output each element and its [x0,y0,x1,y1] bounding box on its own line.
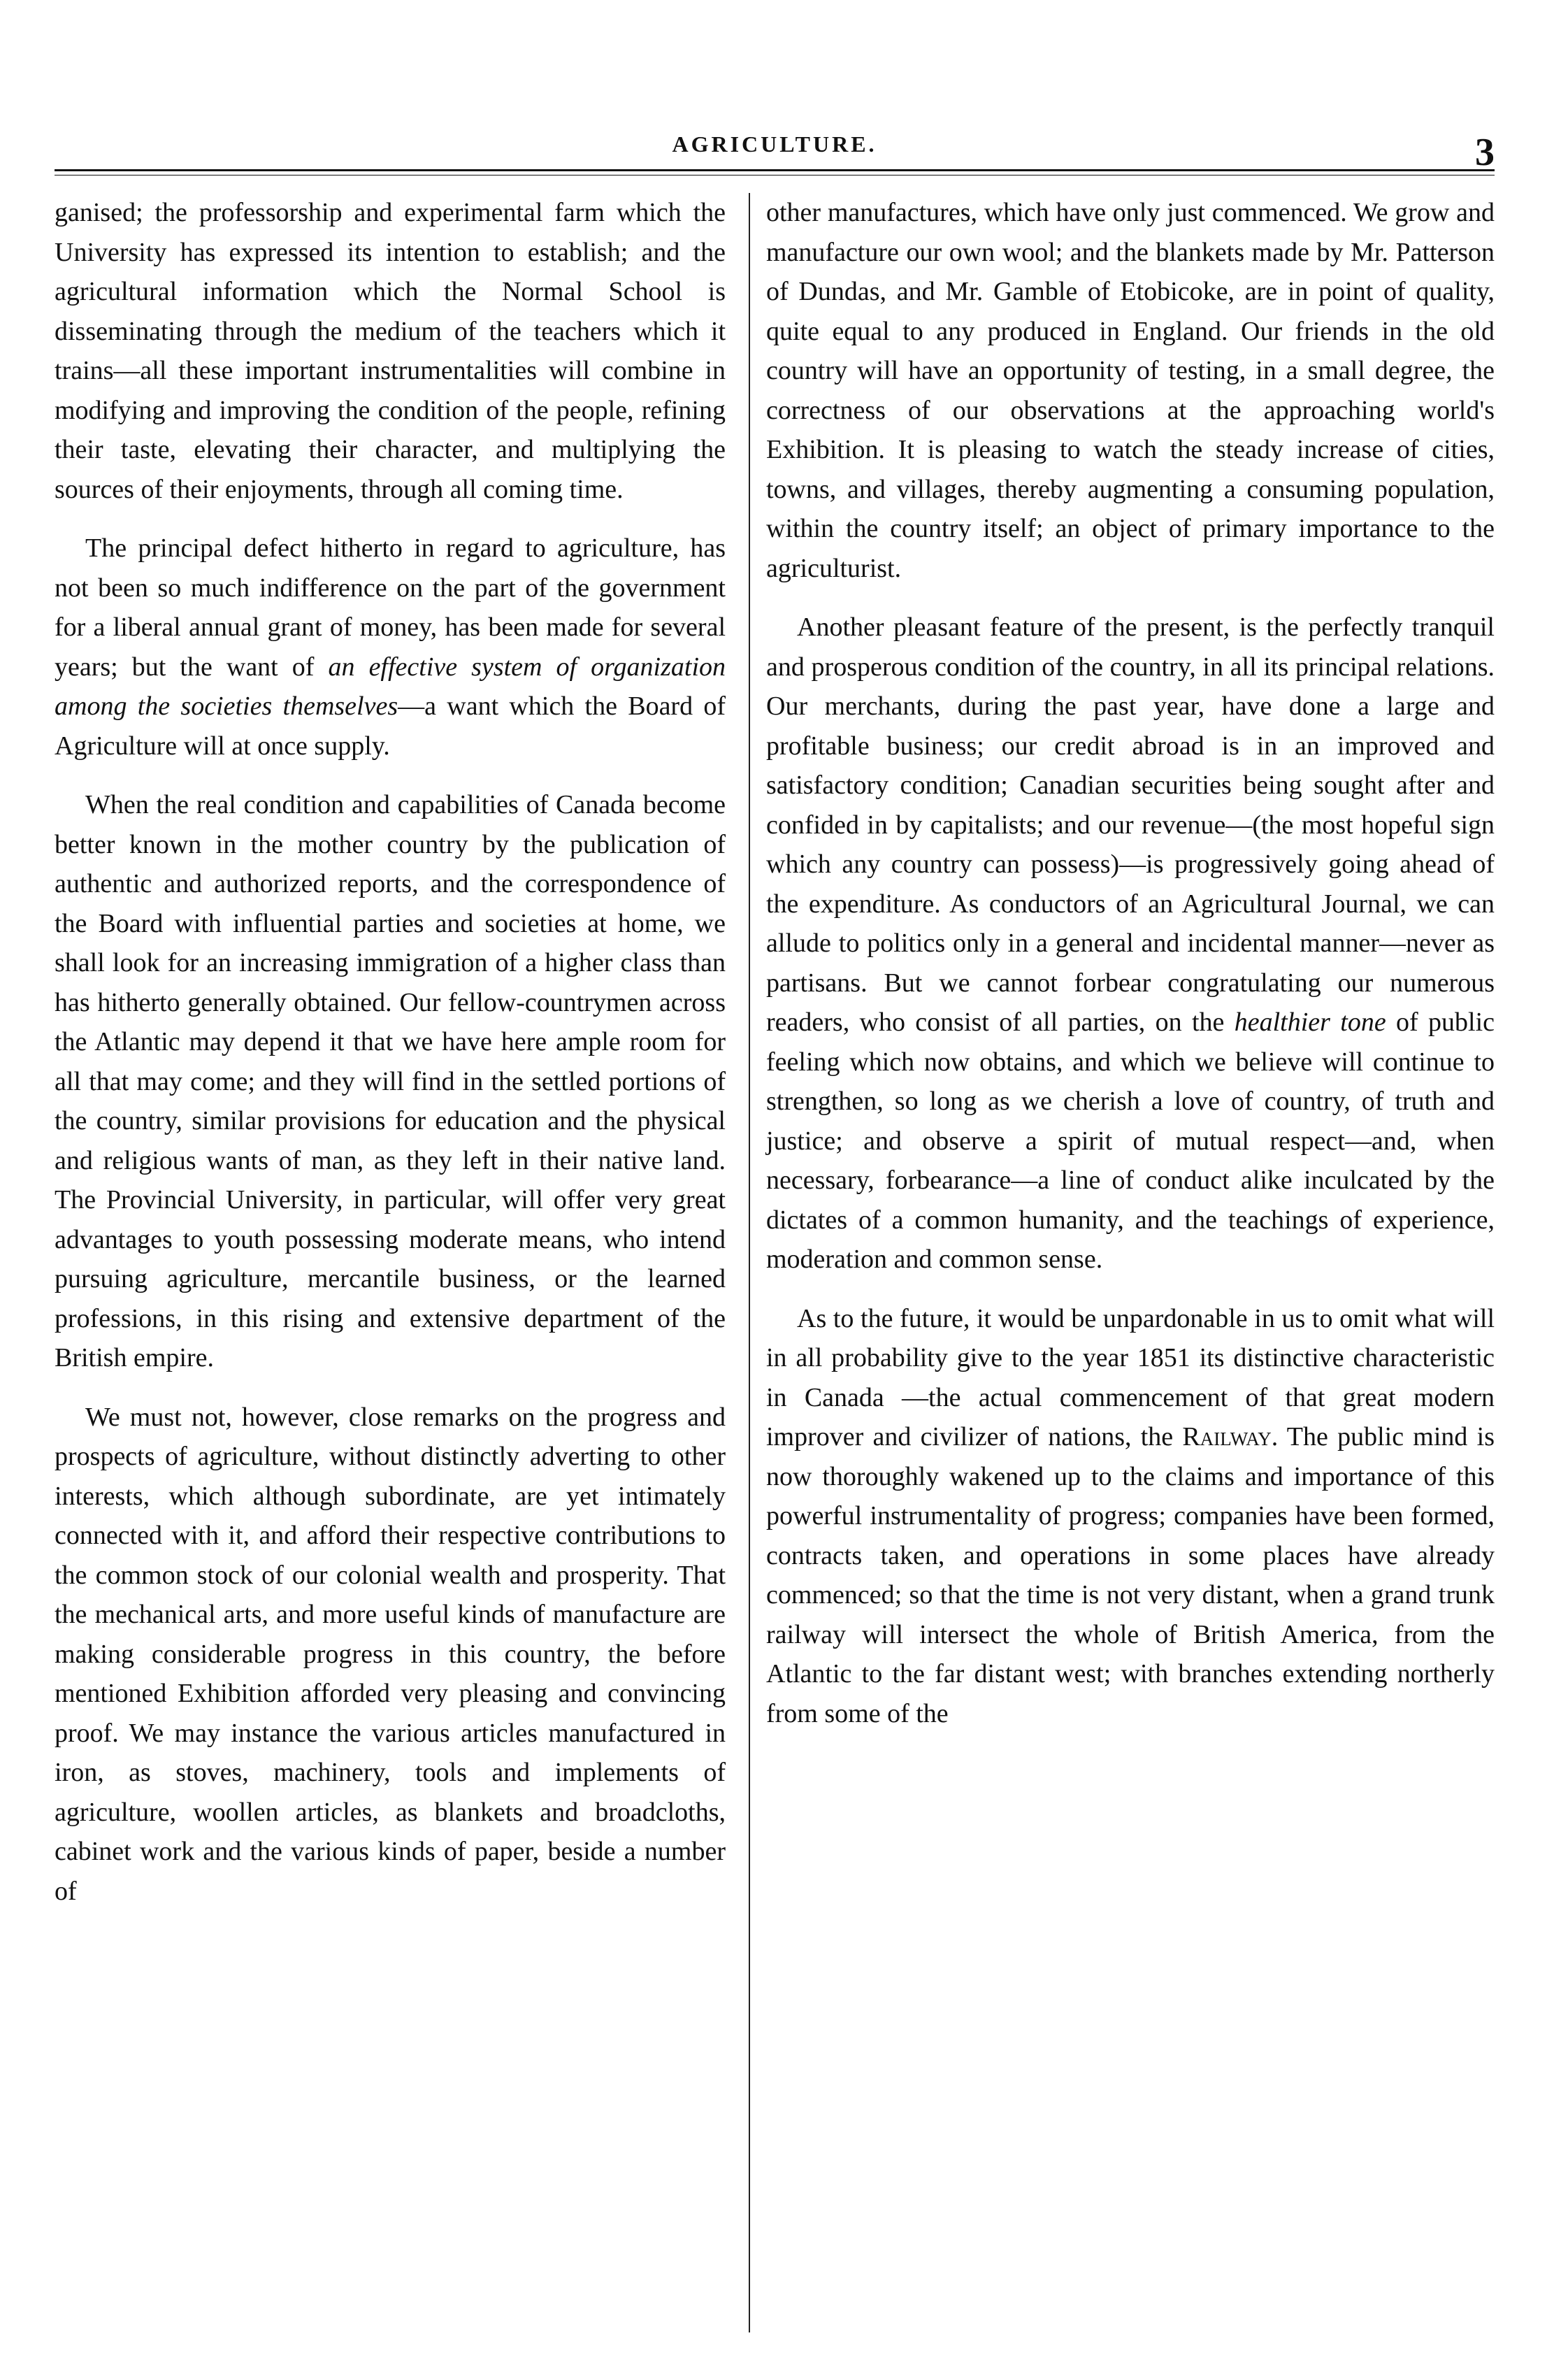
italic-text: healthier tone [1234,1008,1386,1037]
paragraph [766,1299,1495,1734]
column-divider [749,193,750,2332]
paragraph [766,608,1495,1279]
paragraph: ganised; the professorship and experimental farm which the University has expressed its intention to establish; and the agricultural information which the Normal School is disseminating through the medium of the teachers which it trains—all these important instrumentalities will combine in modifying and improving the condition of the people, refining their taste, elevating their character, and multiplying the sources of their enjoyments, through all coming time. [55,198,726,504]
text-run: As to the future, it would be unpardonable in us to omit what will in all probability give to the year 1851 its distinctive characteristic in Canada —the actual commencement of that great modern improver and civilizer of nations, the [766,1303,1495,1451]
paragraph [55,529,726,766]
text-run: Another pleasant feature of the present, is the perfectly tranquil and prosperous condition of the country, in all its principal relations. Our merchants, during the past year, have done a large and profitable business; our credit abroad is in an improved and satisfactory condition; Canadian securities being sought after and confided in by capitalists; and our revenue—(the most hopeful sign which any country can possess)—is progressively going ahead of the expenditure. As conductors of an Agricultural Journal, we can allude to politics only in a general and incidental manner—never as partisans. But we cannot forbear congratulating our numerous readers, who consist of all parties, on the [766,612,1495,1037]
text-run: The principal defect hitherto in regard to agriculture, has not been so much indifference on the part of the government for a liberal annual grant of money, has been made for several years; but the want of [55,533,726,682]
page-header [55,126,1495,182]
text-run: . The public mind is now thoroughly wakened up to the claims and importance of this powerful instrumentality of progress; companies have been formed, contracts taken, and operations in some places have already commenced; so that the time is not very distant, when a grand trunk railway will intersect the whole of British America, from the Atlantic to the far distant west; with branches extending northerly from some of the [766,1422,1495,1728]
small-caps-text: Railway [1182,1422,1272,1451]
paragraph: When the real condition and capabilities of Canada become better known in the mother country by the publication of authentic and authorized reports, and the correspondence of the Board with influential parties and societies at home, we shall look for an increasing immigration of a higher class than has hitherto generally obtained. Our fellow-countrymen across the Atlantic may depend it that we have here ample room for all that may come; and they will find in the settled portions of the country, similar provisions for education and the physical and religious wants of man, as they left in their native land. The Provincial University, in particular, will offer very great advantages to youth possessing moderate means, who intend pursuing agriculture, mercantile business, or the learned professions, in this rising and extensive department of the British empire. [55,790,726,1372]
paragraph: other manufactures, which have only just commenced. We grow and manufacture our own wool; and the blankets made by Mr. Patterson of Dundas, and Mr. Gamble of Etobicoke, are in point of quality, quite equal to any produced in England. Our friends in the old country will have an opportunity of testing, in a small degree, the correctness of our observations at the approaching world's Exhibition. It is pleasing to watch the steady increase of cities, towns, and villages, thereby augmenting a consuming population, within the country itself; an object of primary importance to the agriculturist. [766,198,1495,583]
text-run: of public feeling which now obtains, and which we believe will continue to strengthen, so long as we cherish a love of country, of truth and justice; and observe a spirit of mutual respect—and, when necessary, forbearance—a line of conduct alike inculcated by the dictates of a common humanity, and the teachings of experience, moderation and common sense. [766,1008,1495,1274]
left-column [55,193,726,1930]
right-column [766,193,1495,1753]
page-number: 3 [1475,131,1495,174]
header-rule [55,169,1495,171]
italic-text: an effective system of organization among the societies themselves [55,652,726,721]
paragraph: We must not, however, close remarks on the progress and prospects of agriculture, without distinctly adverting to other interests, which although subordinate, are yet intimately connected with it, and afford their respective contributions to the common stock of our colonial wealth and prosperity. That the mechanical arts, and more useful kinds of manufacture are making considerable progress in this country, the before mentioned Exhibition afforded very pleasing and convincing proof. We may instance the various articles manufactured in iron, as stoves, machinery, tools and implements of agriculture, woollen articles, as blankets and broadcloths, cabinet work and the various kinds of paper, beside a number of [55,1402,726,1906]
document-page [55,126,1495,2349]
running-head: AGRICULTURE. [672,131,877,157]
text-run: —a want which the Board of Agriculture will at once supply. [55,691,726,761]
